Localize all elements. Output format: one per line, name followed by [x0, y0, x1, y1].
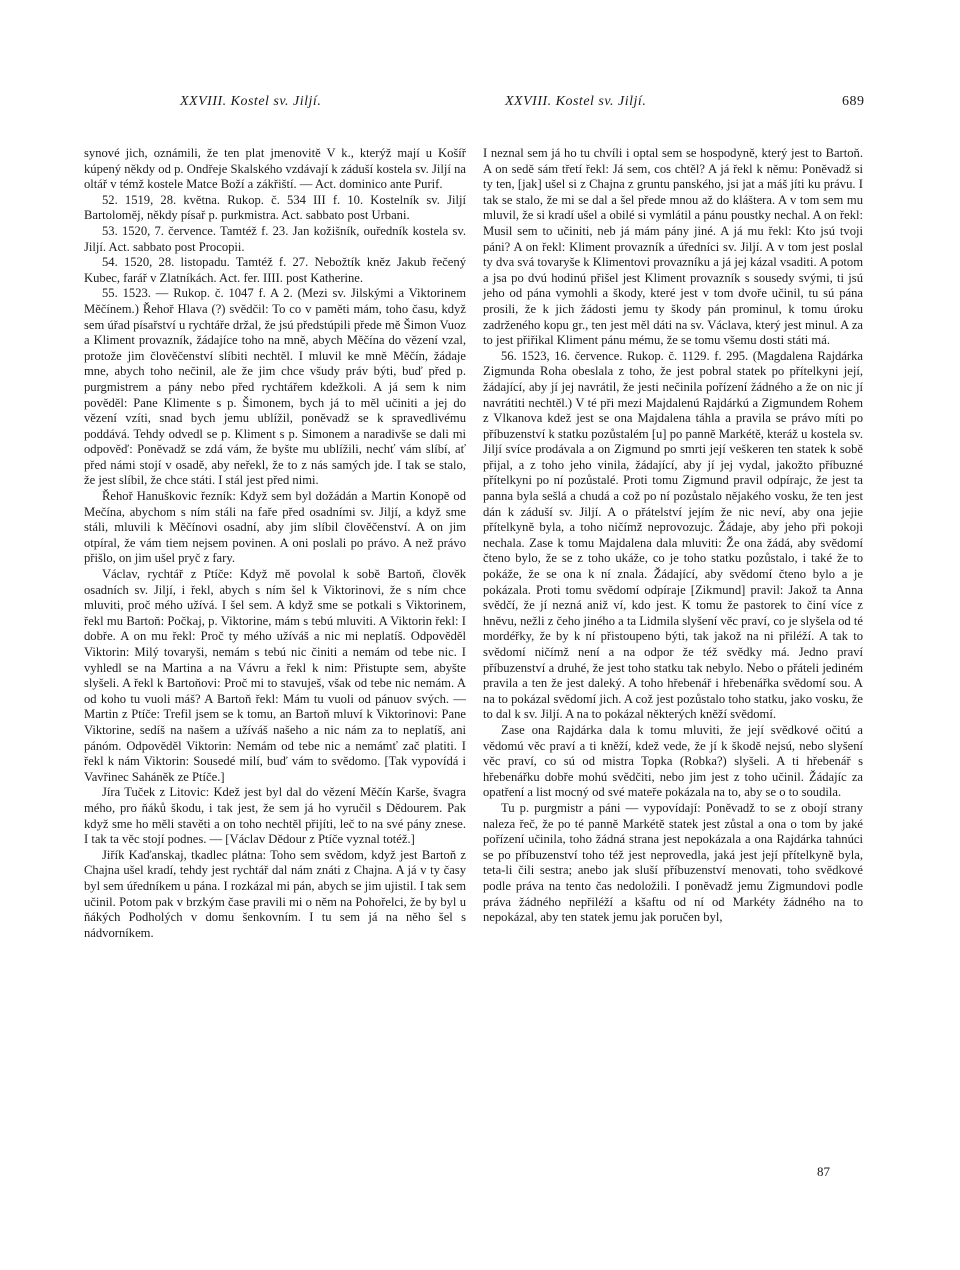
- signature-mark: 87: [817, 1164, 830, 1179]
- right-running-title: XXVIII. Kostel sv. Jiljí.: [505, 94, 647, 109]
- left-running-title: XXVIII. Kostel sv. Jiljí.: [180, 94, 322, 109]
- paragraph: 52. 1519, 28. května. Rukop. č. 534 III f. 10. Kostelník sv. Jiljí Bartoloměj, někdy písař p. purkmistra. Act. sabbato post Urbani.: [84, 192, 466, 223]
- paragraph: Jiřík Kaďanskaj, tkadlec plátna: Toho sem svědom, když jest Bartoň z Chajna ušel kradí, tehdy jest rychtář dal nám znáti z Chajna. A já v ty časy byl sem úředníkem u pána. I rozkázal mi pán, abych se jim ujistil. I tak sem učinil. Potom pak v brzkým čase pravili mi o něm na Pohořelci, že by byl u ňákých Podholých v domu šenkovním. I tu sem já na něho šel s nádvorníkem.: [84, 847, 466, 940]
- paragraph: Tu p. purgmistr a páni — vypovídají: Poněvadž to se z obojí strany naleza řeč, že po té panně Markétě statek jest zůstal a ona o tom by jaké pořízení učinila, toho žádná strana jest nepokázala a ona Rajdárka tahnúci se po příbuzenství toho též jest neprovedla, jaká jest její přítelkyně byla, teta-li čili sestra; anebo jak sluší příbuzenství menovati, toho svědkové podle práva na tento čas nedoložili. I poněvadž jemu Zigmundovi podle práva žádného nepřiléží a kšaftu od ní od Markéty žádného na to nepokázal, aby ten statek jemu jak poručen byl,: [483, 800, 863, 925]
- paragraph: synové jich, oznámili, že ten plat jmenovitě V k., kterýž mají u Košíř kúpený někdy od p. Ondřeje Skalského vzdávají k záduší kostela sv. Jiljí na oltář v témž kostele Matce Boží a zákřiští. — Act. dominico ante Purif.: [84, 146, 466, 192]
- paragraph: Zase ona Rajdárka dala k tomu mluviti, že její svědkové očitú a vědomú věc praví a ti kněží, kdež vede, že jí k škodě nejsú, nebo slyšení věc praví, co sú od mistra Topka (Robka?) slyšeli. A ti hřebenář s hřebenářku dobře mohú svědčiti, nebo jim jest z toho učinil. Žádajíc za opatření a list mocný od své mateře pokázala na to, aby se o to soudila.: [483, 722, 863, 800]
- paragraph: 54. 1520, 28. listopadu. Tamtéž f. 27. Nebožtík kněz Jakub řečený Kubec, farář v Zlatníkách. Act. fer. IIII. post Katherine.: [84, 255, 466, 285]
- paragraph: Jíra Tuček z Litovic: Kdež jest byl dal do vězení Měčín Karše, švagra mého, pro ňáků škodu, i tak jest, že sem já ho vyručil s Dědourem. Pak když sme ho měli stavěti a on toho nechtěl přijíti, leč to na své pány znese. I tak ta věc stojí podnes. — [Václav Dědour z Ptíče vyznal totéž.]: [84, 785, 466, 847]
- page-number: 689: [842, 94, 865, 109]
- right-column: [483, 146, 863, 926]
- paragraph: 53. 1520, 7. července. Tamtéž f. 23. Jan kožišník, ouředník kostela sv. Jiljí. Act. sabbato post Procopii.: [84, 223, 466, 254]
- paragraph: 56. 1523, 16. července. Rukop. č. 1129. f. 295. (Magdalena Rajdárka Zigmunda Roha obeslala z toho, že jest pobral statek po přítelkyni její, žádající, aby jí jej navrátil, že jesti nečinila pořízení žádného a že on nic jí navrátiti nechtěl.) V té při mezi Majdalenú Rajdárkú a Zigmundem Rohem z Vlkanova kdež jest se ona Majdalena táhla a pravila se právo míti po příbuzenství k statku pozůstalém [u] po panně Markétě, kteráž u kostela sv. Jiljí svíce prodávala a on Zigmund po smrti její veškeren ten statek k sobě přijal, a z toho jeho vinila, žádající, aby jí jej vydal, jakožto příbuzné přítelkyni po ní pozůstalé. Proti tomu Zigmund pravil odpírajc, že jest ta panna byla sešlá a chudá a což po ní pozůstalo nějakého vosku, že ten jest dán k záduší sv. Jiljí. A o přátelství jejím že nic neví, aby ona jejie přítelkyně byla, a toho ničímž neprovozujc. Žádaje, aby jeho při pokoji nechala. Zase k tomu Majdalena dala mluviti: Že ona žádá, aby svědomí čteno bylo, že se z toho ukáže, co je toho statku pozůstalo, i také že to pokáže, že se ona k ní znala. Žádající, aby svědomí čteno bylo a je pokázala. Proti tomu svědomí odpíraje [Zikmund] pravil: Jakož ta Anna svědčí, že jí nezná aniž ví, kdo jest. K tomu že pastorek to činí více z hněvu, nežli z čeho jiného a ta Lidmila slyšení věc praví, co je slyšela od té mordéřky, že by k ní přistoupeno býti, tak jakož na ni přiléží. A tak to svědomí ničímž není a na odpor že též svědky má. Jedno praví příbuzenství a druhé, že jest toho statku tak nebylo. Nebo o přáteli jediném pravila a ten že jest daleký. A toho hřebenář i hřebenářka svědomí sou. A na to pokázal svědomí jich. A což jest pozůstalo toho statku, jako vosku, že to dal k sv. Jiljí. A na to pokázal některých kněží svědomí.: [483, 348, 863, 722]
- paragraph: 55. 1523. — Rukop. č. 1047 f. A 2. (Mezi sv. Jilskými a Viktorinem Měčínem.) Řehoř Hlava (?) svědčil: To co v paměti mám, toho času, když sem úřad písařství u rychtáře držal, že jsú předstúpili přede mě Šimon Vuoz a Kliment provazník, žádajíce toho na mně, abych Měčína do vězení vzal, protože jim člověčenství slíbiti nechtěl. I mluvil ke mně Měčín, žádaje mne, abych toho nečinil, ale že jim chce všudy práv býti, buď před p. purgmistrem a pány nebo před rychtářem kdežkoli. A já sem k nim pověděl: Pane Klimente s p. Šimonem, bych já to měl učiniti a jej do vězení vzíti, snad bych jemu ublížil, poněvadž se k spravedlivému poddává. Tehdy odvedl se p. Kliment s p. Simonem a naradivše se dali mi odpověď: Poněvadž se zdá vám, že byšte mu ublížili, nechť vám slíbí, ať před námi stojí v osadě, aby neřekl, že to z nás samých jde. I tak se stalo, že jest slíbil, že chce státi. I stál jest před nimi.: [84, 286, 466, 488]
- left-column: [84, 146, 466, 941]
- paragraph: Václav, rychtář z Ptíče: Když mě povolal k sobě Bartoň, člověk osadních sv. Jiljí, i řekl, abych s ním šel k Viktorinovi, že s ním chce mluviti, proč mého užívá. I šel sem. A když sme se potkali s Viktorinem, řekl mu Bartoň: Počkaj, p. Viktorine, mám s tebú mluviti. A Viktorin řekl: I dobře. A on mu řekl: Proč ty mého užíváš a nic mi neplatíš. Odpověděl Viktorin: Milý tovaryši, nemám s tebú nic činiti a nemám od tebe nic. I vyhledl se na Martina a na Vávru a řekl k nim: Přistupte sem, abyšte slyšeli. A řekl k Bartoňovi: Proč mi to stavuješ, však od tebe nic nemám. A od koho tu vuoli máš? A Bartoň řekl: Mám tu vuoli od pánuov svých. — Martin z Ptíče: Trefil jsem se k tomu, an Bartoň mluví k Viktorinovi: Pane Viktorine, sedíš na našem a užíváš našeho a nic nám za to neplatíš, ani pánóm. Odpověděl Viktorin: Nemám od tebe nic a nemámť zač platiti. I řekl k nám Viktorin: Sousedé milí, buď vám to svědomo. [Tak vypovídá i Vavřinec Saháněk ze Ptíče.]: [84, 567, 466, 784]
- running-header: [0, 94, 960, 118]
- paragraph: I neznal sem já ho tu chvíli i optal sem se hospodyně, který jest to Bartoň. A on sedě sám třetí řekl: Já sem, cos chtěl? A já řekl k němu: Poněvadž si ty ten, [jak] ušel si z Chajna z gruntu panského, jsi jat a máš jíti ku právu. I tak se stalo, že mi se dal a šel přede mnou až do kláštera. A v tom sem mu mluvil, že si kradí ušel a obilé si vymlátil a pánu poustky nechal. A on řekl: Musil sem to učiniti, neb já mám pány jiné. A já mu řekl: Kto jsú tvoji páni? A on řekl: Kliment provazník a úředníci sv. Jiljí. A v tom jest poslal ty dva svá tovaryše k Klimentovi provazníku a já jej kázal vsaditi. A potom a jsa po dvú hodinú přišel jest Kliment provazník s sousedy svými, ti jsú jeho od pána vymohli a škody, které jest v tom dvoře učinil, tu sú pána prosili, že k jich žádosti jemu ty škody pán prominul, k tomu úroku zadrženého kopu gr., ten jest měl dáti na sv. Václava, který jest minul. A za to jest přiřikal Kliment pánu mému, že se tomu všemu dosti státi má.: [483, 146, 863, 348]
- paragraph: Řehoř Hanuškovic řezník: Když sem byl dožádán a Martin Konopě od Mečína, abychom s ním stáli na faře před osadními sv. Jiljí, a když sme stáli, mluvili k Měčínovi osadní, aby jim slíbil člověčenství. A on jim otpíral, že vám tiem nejsem povinen. A oni poslali po právo. A než právo přišlo, on jim ušel pryč z fary.: [84, 489, 466, 566]
